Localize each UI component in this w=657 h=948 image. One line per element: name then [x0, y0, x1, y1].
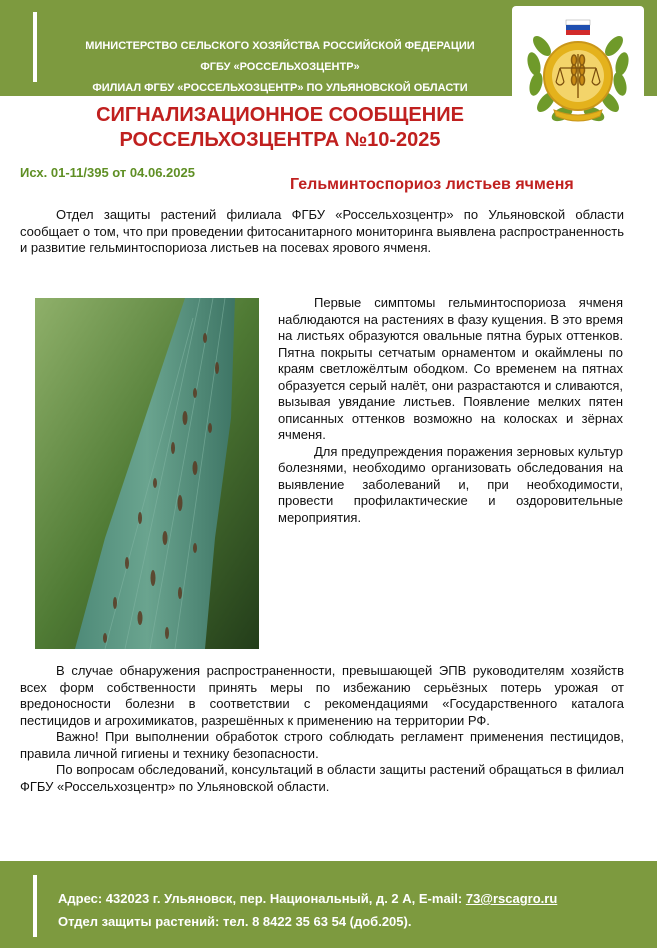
measures-paragraph: В случае обнаружения распространенности, превышающей ЭПВ руководителям хозяйств всех форм собственности принять меры по избежанию серьёзных потерь урожая от вредоносности болезни в соответствии с рекомендациями «Государственного каталога пестицидов и агрохимикатов, разрешённых к применению на территории РФ. — [20, 663, 624, 728]
recommendations-section — [20, 663, 624, 795]
emblem-icon — [512, 6, 644, 134]
header-fgbu: ФГБУ «РОССЕЛЬХОЗЦЕНТР» — [200, 61, 360, 73]
page-title — [50, 103, 510, 153]
footer-address-line — [58, 887, 557, 910]
footer-band — [0, 861, 657, 948]
symptoms-paragraph: Первые симптомы гельминтоспориоза ячменя наблюдаются на растениях в фазу кущения. В это время на листьях образуются овальные пятна бурых оттенков. Пятна покрыты сетчатым орнаментом и окаймлены по краям светложёлтым ободком. Со временем на пятнах образуется серый налёт, они разрастаются и сливаются, вызывая увядание листьев. Появление мелких пятен описанных оттенков возможно на колосках и зёрнах ячменя. — [278, 295, 623, 442]
header-branch: ФИЛИАЛ ФГБУ «РОССЕЛЬХОЗЦЕНТР» ПО УЛЬЯНОВСКОЙ ОБЛАСТИ — [92, 82, 468, 94]
symptoms-section — [278, 295, 623, 526]
title-line-1: СИГНАЛИЗАЦИОННОЕ СООБЩЕНИЕ — [96, 104, 464, 126]
header-ministry: МИНИСТЕРСТВО СЕЛЬСКОГО ХОЗЯЙСТВА РОССИЙСКОЙ ФЕДЕРАЦИИ — [85, 40, 475, 52]
footer-divider — [33, 875, 37, 937]
header-divider — [33, 12, 37, 82]
reference-number: Исх. 01-11/395 от 04.06.2025 — [20, 165, 195, 180]
photo-icon — [35, 298, 259, 649]
footer-contacts — [58, 887, 557, 933]
intro-text: Отдел защиты растений филиала ФГБУ «Россельхозцентр» по Ульяновской области сообщает о том, что при проведении фитосанитарного мониторинга выявлена распространенность и развитие гельминтоспориоза листьев на посевах ярового ячменя. — [20, 207, 624, 255]
email-link[interactable]: 73@rscagro.ru — [465, 891, 558, 906]
disease-title: Гельминтоспориоз листьев ячменя — [290, 176, 574, 193]
warning-paragraph: Важно! При выполнении обработок строго соблюдать регламент применения пестицидов, правила личной гигиены и технику безопасности. — [20, 729, 624, 761]
intro-paragraph — [20, 207, 624, 257]
barley-leaf-photo — [35, 298, 259, 649]
contact-paragraph: По вопросам обследований, консультаций в области защиты растений обращаться в филиал ФГБУ «Россельхозцентр» по Ульяновской области. — [20, 762, 624, 794]
footer-address: Адрес: 432023 г. Ульяновск, пер. Национальный, д. 2 А, E-mail: — [58, 891, 466, 906]
emblem-graphic — [512, 6, 644, 134]
prevention-paragraph: Для предупреждения поражения зерновых культур болезнями, необходимо организовать обследования на выявление заболеваний и, при необходимости, провести профилактические и оздоровительные мероприятия. — [278, 443, 623, 525]
title-line-2: РОССЕЛЬХОЗЦЕНТРА №10-2025 — [119, 129, 441, 151]
footer-phone: Отдел защиты растений: тел. 8 8422 35 63 54 (доб.205). — [58, 914, 412, 929]
header-organization — [50, 36, 510, 99]
